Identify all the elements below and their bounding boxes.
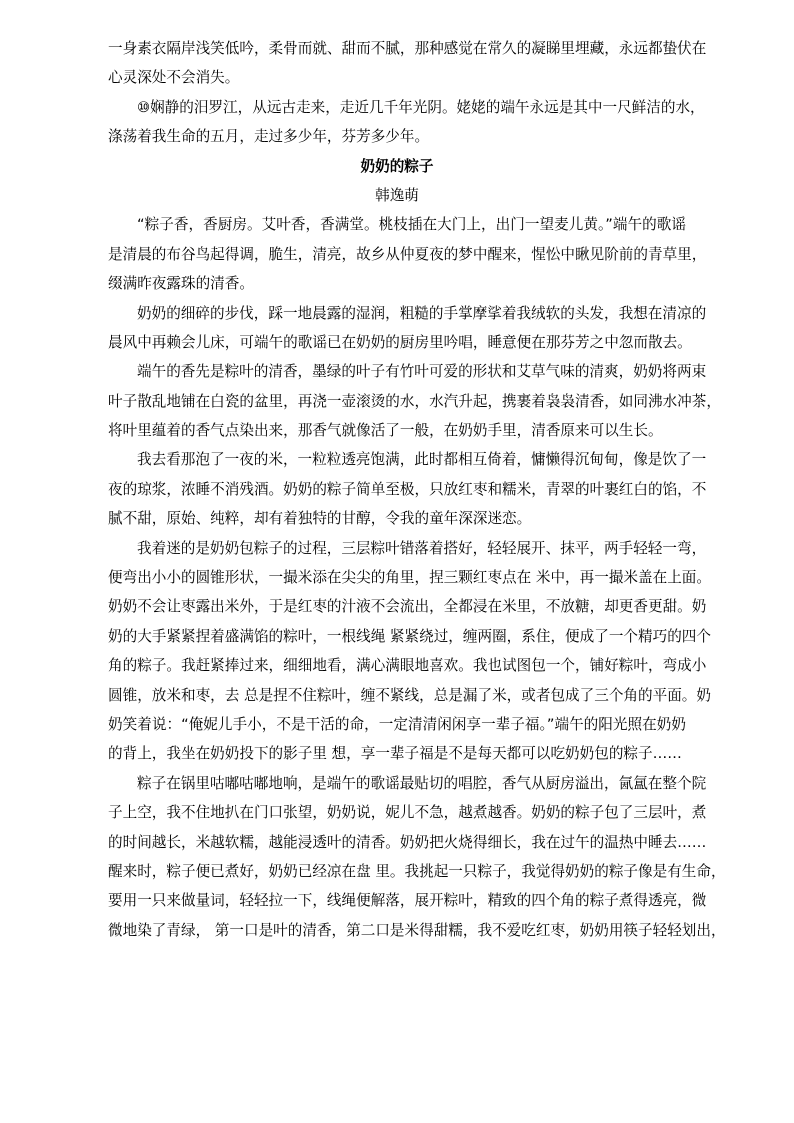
text-line: 晨风中再赖会儿床，可端午的歌谣已在奶奶的厨房里吟唱，睡意便在那芬芳之中忽而散去。	[108, 333, 692, 351]
text-line: 奶笑着说：“俺妮儿手小，不是干活的命，一定清清闲闲享一辈子福。”端午的阳光照在奶奶	[108, 715, 686, 733]
text-line: 奶的大手紧紧捏着盛满馅的粽叶，一根线绳 紧紧绕过，缠两圈，系住，便成了一个精巧的四个	[108, 627, 711, 645]
essay-paragraph	[108, 769, 726, 945]
text-line: 一身素衣隔岸浅笑低吟，柔骨而就、甜而不腻，那种感觉在常久的凝睇里埋藏，永远都蛰伏在	[108, 40, 707, 57]
text-line: 夜的琼浆，浓睡不消残酒。奶奶的粽子简单至极，只放红枣和糯米，青翠的叶裹红白的馅，不	[108, 480, 707, 498]
text-line: 是清晨的布谷鸟起得调，脆生，清亮，故乡从仲夏夜的梦中醒来，惺忪中瞅见阶前的青草里，	[108, 245, 707, 263]
paragraph-10	[108, 93, 705, 152]
text-line: 要用一只来做量词，轻轻拉一下，线绳便解落，展开粽叶，精致的四个角的粽子煮得透亮，微	[108, 892, 707, 910]
text-line: 奶奶不会让枣露出米外，于是红枣的汁液不会流出，全都浸在米里，不放糖，却更香更甜。奶	[108, 598, 707, 616]
text-line: 奶奶的细碎的步伐，踩一地晨露的湿润，粗糙的手掌摩挲着我绒软的头发，我想在清凉的	[137, 304, 707, 322]
essay-title: 奶奶的粽子	[360, 157, 434, 175]
text-line: 我去看那泡了一夜的米，一粒粒透亮饱满，此时都相互倚着，慵懒得沉甸甸，像是饮了一	[137, 451, 707, 469]
text-line: ⑩娴静的汨罗江，从远古走来，走近几千年光阴。姥姥的端午永远是其中一尺鲜洁的水，	[137, 98, 705, 116]
essay-author: 韩逸萌	[375, 186, 419, 204]
text-line: 缀满昨夜露珠的清香。	[108, 275, 254, 293]
text-line: 腻不甜，原始、纯粹，却有着独特的甘醇，令我的童年深深迷恋。	[108, 510, 532, 528]
text-line: 我着迷的是奶奶包粽子的过程，三层粽叶错落着搭好，轻轻展开、抹平，两手轻轻一弯，	[137, 539, 707, 557]
text-line: 的时间越长，米越软糯，越能浸透叶的清香。奶奶把火烧得细长，我在过午的温热中睡去……	[108, 833, 707, 851]
essay-paragraph	[108, 534, 711, 769]
text-line: 便弯出小小的圆锥形状，一撮米添在尖尖的角里，捏三颗红枣点在 米中，再一撮米盖在上面。	[108, 569, 711, 587]
text-line: 圆锥，放米和枣，去 总是捏不住粽叶，缠不紧线，总是漏了米，或者包成了三个角的平面。奶	[108, 686, 711, 704]
text-line: 心灵深处不会消失。	[108, 69, 240, 87]
document-page	[108, 34, 726, 945]
intro-paragraph-end	[108, 34, 707, 93]
text-line: 叶子散乱地铺在白瓷的盆里，再浇一壶滚烫的水，水汽升起，携裹着袅袅清香，如同沸水冲茶，	[108, 392, 721, 410]
text-line: 将叶里蕴着的香气点染出来，那香气就像活了一般，在奶奶手里，清香原来可以生长。	[108, 422, 663, 440]
text-line: 端午的香先是粽叶的清香，墨绿的叶子有竹叶可爱的形状和艾草气味的清爽，奶奶将两束	[137, 363, 707, 381]
text-line: “粽子香，香厨房。艾叶香，香满堂。桃枝插在大门上，出门一望麦儿黄。”端午的歌谣	[137, 216, 686, 234]
essay-paragraph	[108, 445, 707, 533]
text-line: 的背上，我坐在奶奶投下的影子里 想，享一辈子福是不是每天都可以吃奶奶包的粽子……	[108, 745, 682, 763]
text-line: 角的粽子。我赶紧捧过来，细细地看，满心满眼地喜欢。我也试图包一个，铺好粽叶，弯成小	[108, 657, 707, 675]
text-line: 粽子在锅里咕嘟咕嘟地响，是端午的歌谣最贴切的唱腔，香气从厨房溢出，氤氲在整个院	[137, 774, 707, 792]
text-line: 子上空，我不住地扒在门口张望，奶奶说，妮儿不急，越煮越香。奶奶的粽子包了三层叶，煮	[108, 804, 707, 822]
text-line: 微地染了青绿， 第一口是叶的清香，第二口是米得甜糯，我不爱吃红枣，奶奶用筷子轻轻划出，	[108, 921, 726, 939]
essay-paragraph	[108, 210, 707, 298]
essay-paragraph	[108, 357, 721, 445]
essay-paragraph	[108, 299, 707, 358]
text-line: 涤荡着我生命的五月，走过多少年，芬芳多少年。	[108, 128, 430, 146]
text-line: 醒来时，粽子便已煮好，奶奶已经凉在盘 里。我挑起一只粽子，我觉得奶奶的粽子像是有生命，	[108, 862, 726, 880]
